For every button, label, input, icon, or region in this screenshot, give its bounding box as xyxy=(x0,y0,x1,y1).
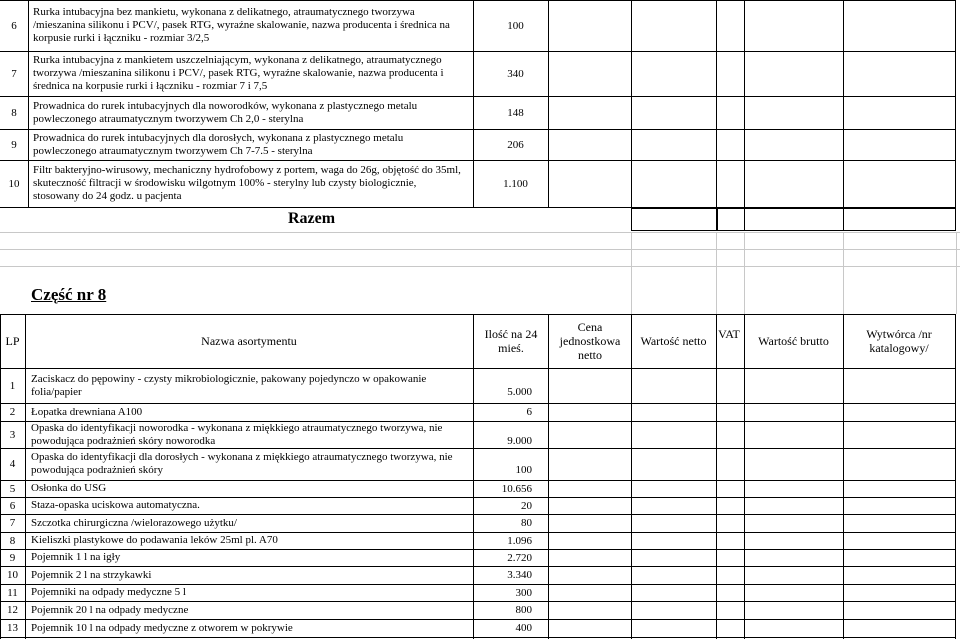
grid-line xyxy=(744,232,745,314)
row-name-line: Rurka intubacyjna bez mankietu, wykonana z delikatnego, atraumatycznego tworzywa xyxy=(33,6,415,18)
row-qty: 1.100 xyxy=(503,177,528,190)
row-divider xyxy=(0,403,956,404)
row-qty: 100 xyxy=(515,464,532,476)
row-lp: 6 xyxy=(11,19,17,32)
row-qty: 800 xyxy=(515,604,532,616)
row-name-line: Kieliszki plastykowe do podawania leków 25ml pl. A70 xyxy=(31,534,278,546)
row-name-line: stosowany do 24 godz. u pacjenta xyxy=(33,190,182,202)
row-name-line: Zaciskacz do pępowiny - czysty mikrobiologicznie, pakowany pojedynczo w opakowanie xyxy=(31,372,427,385)
row-divider xyxy=(0,584,956,585)
row-name-line: Staza-opaska uciskowa automatyczna. xyxy=(31,499,200,511)
row-name-line: Pojemniki na odpady medyczne 5 l xyxy=(31,586,186,598)
row-lp: 3 xyxy=(9,428,16,441)
grid-line xyxy=(956,232,957,314)
row-name-line: powleczonego atraumatycznym tworzywem Ch 2,0 - sterylna xyxy=(33,112,304,125)
row-name-line: Pojemnik 1 l na igły xyxy=(31,551,121,563)
row-divider xyxy=(0,514,956,515)
row-divider xyxy=(0,637,956,638)
row-qty: 2.720 xyxy=(507,551,532,564)
row-lp: 1 xyxy=(9,379,16,392)
row-lp: 11 xyxy=(7,586,18,599)
header-qty: Ilość na 24 mieś. xyxy=(484,327,538,355)
row-name-line: Pojemnik 20 l na odpady medyczne xyxy=(31,603,189,616)
grid-line xyxy=(0,232,960,233)
row-name-line: Prowadnica do rurek intubacyjnych dla noworodków, wykonana z plastycznego metalu xyxy=(33,99,418,112)
row-qty: 80 xyxy=(521,517,532,529)
row-name-line: Opaska do identyfikacji noworodka - wykonana z miękkiego atraumatycznego tworzywa, nie xyxy=(31,421,443,434)
part-title: Część nr 8 xyxy=(31,285,107,304)
grid-line xyxy=(0,266,960,267)
row-name-line: Łopatka drewniana A100 xyxy=(31,405,143,418)
row-lp: 10 xyxy=(7,569,18,581)
header-name: Nazwa asortymentu xyxy=(201,334,297,348)
row-qty: 1.096 xyxy=(507,534,532,547)
row-divider xyxy=(0,448,956,449)
row-lp: 7 xyxy=(11,67,17,80)
row-divider xyxy=(0,532,956,533)
row-divider xyxy=(0,601,956,602)
row-name-line: Rurka intubacyjna z mankietem uszczelniającym, wykonana z delikatnego, atraumatycznego xyxy=(33,54,442,66)
row-lp: 2 xyxy=(9,406,16,418)
row-divider xyxy=(0,619,956,620)
row-name-line: korpusie rurki i łączniku - rozmiar 3/2,5 xyxy=(33,32,210,44)
row-lp: 9 xyxy=(11,138,17,151)
row-qty: 10.656 xyxy=(501,482,532,495)
row-lp: 6 xyxy=(9,499,16,512)
row-name-line: Prowadnica do rurek intubacyjnych dla dorosłych, wykonana z plastycznego metalu xyxy=(33,131,404,144)
grid-line xyxy=(843,232,844,314)
row-qty: 3.340 xyxy=(507,569,532,581)
row-name-line: Pojemnik 2 l na strzykawki xyxy=(31,568,152,581)
grid-line xyxy=(0,249,960,250)
row-name-line: Osłonka do USG xyxy=(31,482,107,494)
row-name-line: /mieszanina silikonu i PCV/, pasek RTG, wyraźne skalowanie, nazwa producenta i średnica na xyxy=(33,19,450,31)
row-divider xyxy=(0,480,956,481)
row-divider xyxy=(0,566,956,567)
row-qty: 340 xyxy=(507,67,524,80)
row-name-line: Filtr bakteryjno-wirusowy, mechaniczny hydrofobowy z portem, waga do 26g, objętość do 35ml, xyxy=(33,164,461,176)
row-qty: 9.000 xyxy=(507,434,532,447)
row-lp: 5 xyxy=(9,482,16,495)
row-lp: 8 xyxy=(9,534,16,547)
row-name-line: tworzywa /mieszanina silikonu i PCV/, pasek RTG, wyraźne skalowanie, nazwa producenta i xyxy=(33,67,444,79)
row-divider xyxy=(0,549,956,550)
row-qty: 400 xyxy=(515,622,532,634)
row-lp: 4 xyxy=(9,458,16,470)
row-lp: 9 xyxy=(9,551,16,564)
header-vat: VAT xyxy=(718,327,740,341)
header-maker: Wytwórca /nr katalogowy/ xyxy=(866,327,932,355)
row-name-line: powodująca podrażnień skóry noworodka xyxy=(31,434,216,447)
row-lp: 13 xyxy=(7,622,18,634)
row-qty: 148 xyxy=(507,106,524,119)
row-qty: 6 xyxy=(526,406,532,418)
row-qty: 206 xyxy=(507,138,524,151)
row-lp: 10 xyxy=(8,177,20,190)
row-name-line: powleczonego atraumatycznym tworzywem Ch 7-7.5 - sterylna xyxy=(33,144,313,157)
row-qty: 300 xyxy=(515,586,532,599)
header-lp: LP xyxy=(5,334,20,348)
razem-label: Razem xyxy=(288,210,336,227)
row-name-line: folia/papier xyxy=(31,385,82,398)
row-lp: 7 xyxy=(9,517,16,529)
row-name-line: średnica na korpusie rurki i łączniku - rozmiar 7 i 7,5 xyxy=(33,80,268,92)
row-name-line: powodująca podrażnień skóry xyxy=(31,464,163,476)
header-net-value: Wartość netto xyxy=(640,334,707,348)
row-name-line: Szczotka chirurgiczna /wielorazowego użytku/ xyxy=(31,516,237,529)
row-qty: 5.000 xyxy=(507,385,532,398)
row-lp: 12 xyxy=(7,604,18,616)
row-qty: 100 xyxy=(507,19,524,32)
header-unit-price: Cena jednostkowa netto xyxy=(559,320,621,362)
row-lp: 8 xyxy=(11,106,17,119)
header-gross-value: Wartość brutto xyxy=(758,334,829,348)
row-divider xyxy=(0,497,956,498)
grid-line xyxy=(631,232,632,314)
row-name-line: Opaska do identyfikacji dla dorosłych - wykonana z miękkiego atraumatycznego tworzywa, nie xyxy=(31,451,453,463)
row-name-line: skuteczność filtracji w środowisku wilgotnym 100% - sterylny lub czysty biologicznie, xyxy=(33,177,417,189)
row-name-line: Pojemnik 10 l na odpady medyczne z otworem w pokrywie xyxy=(31,621,293,634)
grid-line xyxy=(716,232,717,314)
row-qty: 20 xyxy=(521,499,532,512)
